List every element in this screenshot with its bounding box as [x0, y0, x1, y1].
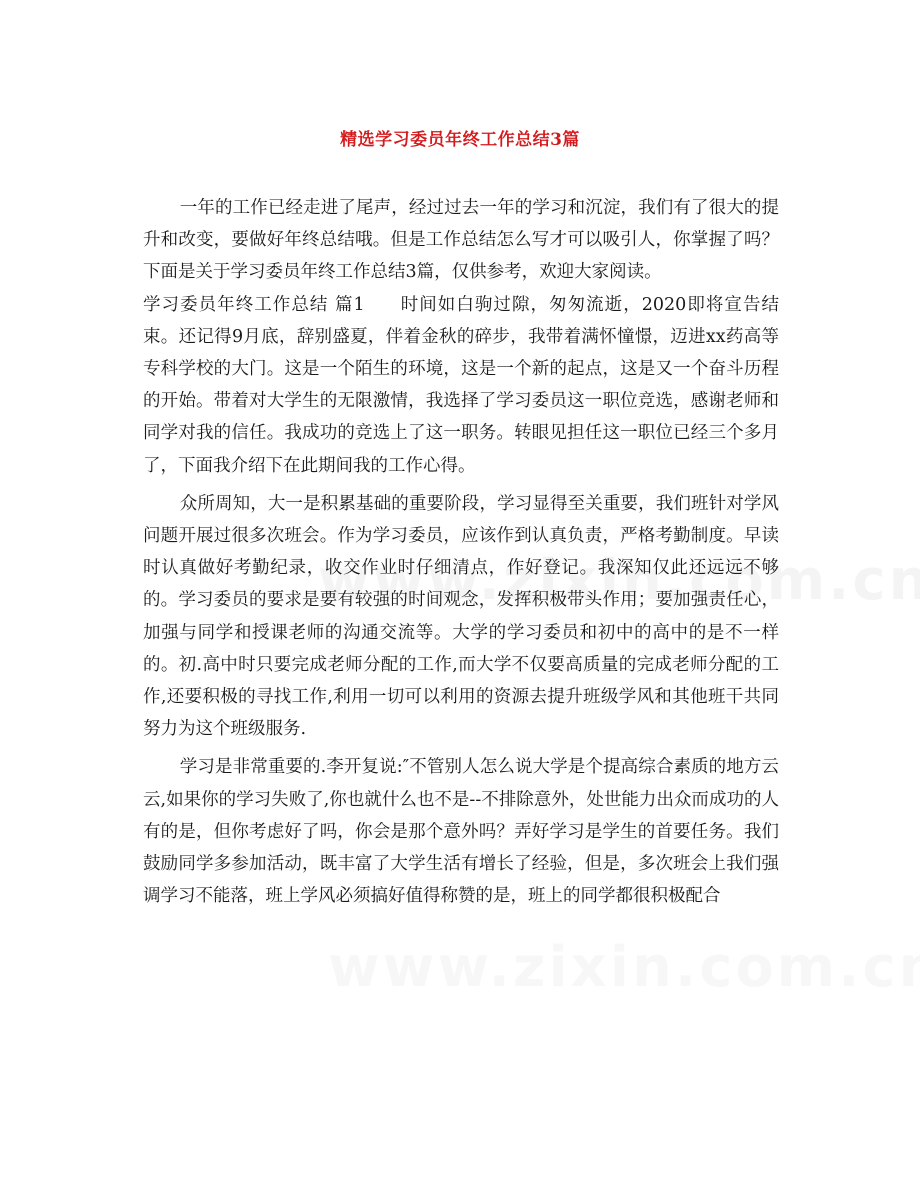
section-heading: 学习委员年终工作总结 篇1	[143, 294, 365, 315]
document-body	[143, 192, 779, 912]
section-paragraph-1	[143, 289, 779, 482]
section-heading-spacer	[365, 295, 400, 315]
watermark-lower	[328, 935, 920, 1000]
paragraph-2: 众所周知，大一是积累基础的重要阶段，学习显得至关重要，我们班针对学风问题开展过很多次班会。作为学习委员，应该作到认真负责，严格考勤制度。早读时认真做好考勤纪录，收交作业时仔细清点，作好登记。我深知仅此还远远不够的。学习委员的要求是要有较强的时间观念，发挥积极带头作用；要加强责任心，加强与同学和授课老师的沟通交流等。大学的学习委员和初中的高中的是不一样的。初.高中时只要完成老师分配的工作,而大学不仅要高质量的完成老师分配的工作,还要积极的寻找工作,利用一切可以利用的资源去提升班级学风和其他班干共同努力为这个班级服务.	[143, 493, 779, 740]
paragraph-3: 学习是非常重要的.李开复说:″不管别人怎么说大学是个提高综合素质的地方云云,如果你的学习失败了,你也就什么也不是--不排除意外，处世能力出众而成功的人有的是，但你考虑好了吗，你会是那个意外吗？弄好学习是学生的首要任务。我们鼓励同学多参加活动，既丰富了大学生活有增长了经验，但是，多次班会上我们强调学习不能落，班上学风必须搞好值得称赞的是，班上的同学都很积极配合	[143, 757, 779, 907]
intro-paragraph: 一年的工作已经走进了尾声，经过过去一年的学习和沉淀，我们有了很大的提升和改变，要做好年终总结哦。但是工作总结怎么写才可以吸引人，你掌握了吗？下面是关于学习委员年终工作总结3篇，仅供参考，欢迎大家阅读。	[143, 198, 779, 283]
document-title: 精选学习委员年终工作总结3篇	[340, 130, 580, 150]
paragraph-1-text: 时间如白驹过隙，匆匆流逝，2020即将宣告结束。还记得9月底，辞别盛夏，伴着金秋的碎步，我带着满怀憧憬，迈进xx药高等专科学校的大门。这是一个陌生的环境，这是一个新的起点，这是又一个奋斗历程的开始。带着对大学生的无限激情，我选择了学习委员这一职位竞选，感谢老师和同学对我的信任。我成功的竞选上了这一职务。转眼见担任这一职位已经三个多月了，下面我介绍下在此期间我的工作心得。	[143, 294, 779, 476]
